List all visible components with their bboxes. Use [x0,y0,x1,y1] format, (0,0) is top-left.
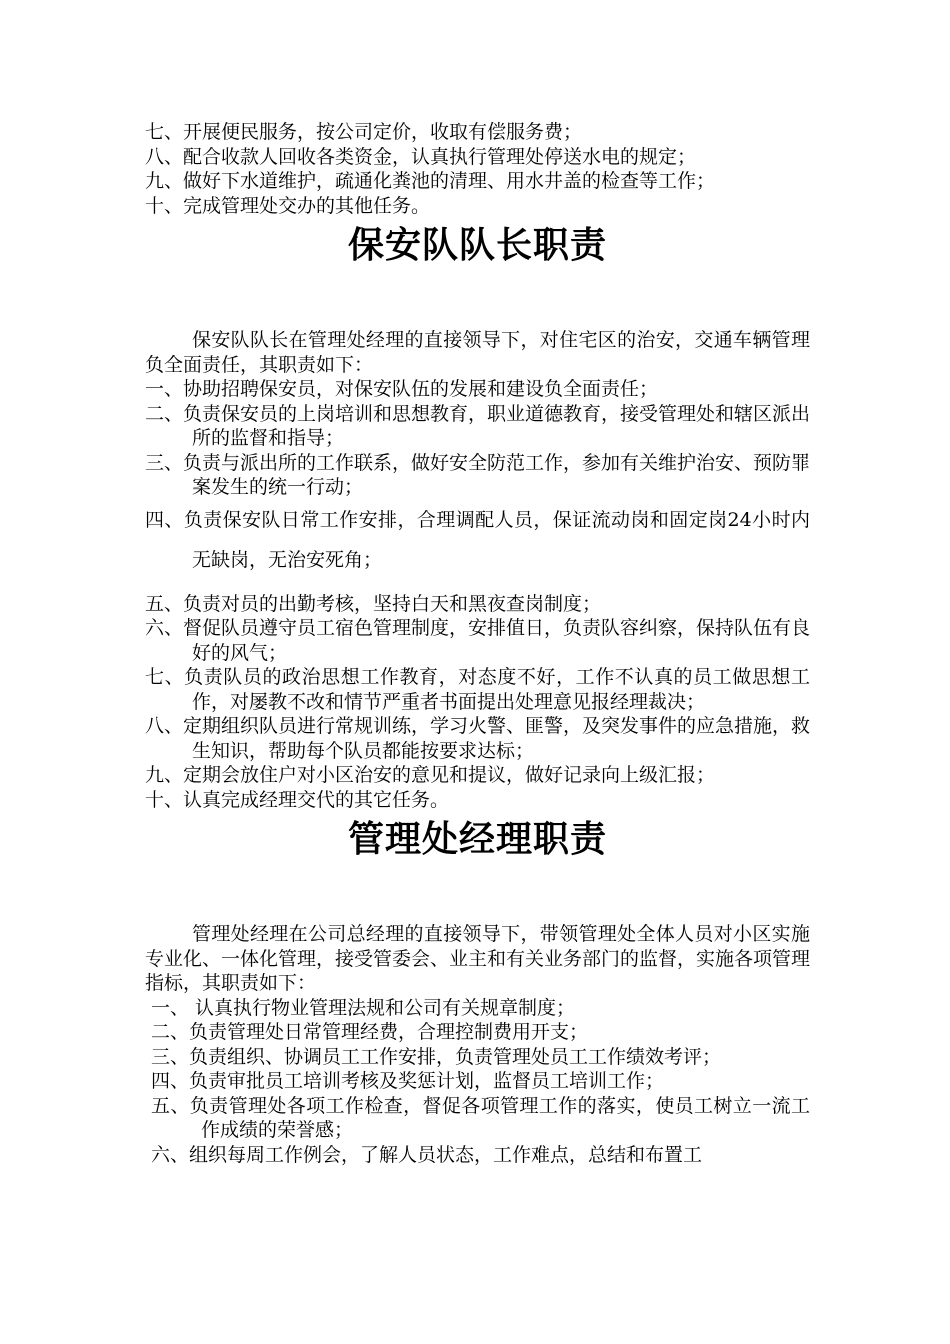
list-item: 一、 认真执行物业管理法规和公司有关规章制度； [151,996,576,1019]
list-item: 二、负责保安员的上岗培训和思想教育，职业道德教育，接受管理处和辖区派出所的监督和指导； [145,402,811,449]
list-item: 一、协助招聘保安员，对保安队伍的发展和建设负全面责任； [145,378,659,400]
list-item: 八、配合收款人回收各类资金，认真执行管理处停送水电的规定； [145,145,697,168]
list-item: 九、做好下水道维护，疏通化粪池的清理、用水井盖的检查等工作； [145,170,716,192]
list-item: 四、负责审批员工培训考核及奖惩计划，监督员工培训工作； [151,1070,665,1092]
section-intro: 保安队队长在管理处经理的直接领导下，对住宅区的治安，交通车辆管理负全面责任，其职责如下： [145,329,810,376]
top-item-list [145,120,810,218]
list-item: 三、负责与派出所的工作联系，做好安全防范工作，参加有关维护治安、预防罪案发生的统一行动； [145,451,811,498]
list-item: 六、督促队员遵守员工宿色管理制度，安排值日，负责队容纠察，保持队伍有良好的风气； [145,617,811,664]
list-item: 三、负责组织、协调员工工作安排，负责管理处员工工作绩效考评； [151,1045,722,1068]
document-page [145,120,810,1167]
section-security-captain [145,328,810,812]
list-item: 五、负责对员的出勤考核，坚持白天和黑夜查岗制度； [145,592,602,615]
list-item: 四、负责保安队日常工作安排，合理调配人员，保证流动岗和固定岗24小时内无缺岗，无治安死角； [145,508,810,571]
list-item: 六、组织每周工作例会，了解人员状态，工作难点，总结和布置工 [151,1143,703,1166]
section-title-office-manager: 管理处经理职责 [347,819,607,860]
list-item: 九、定期会放住户对小区治安的意见和提议，做好记录向上级汇报； [145,764,716,786]
list-item: 二、负责管理处日常管理经费，合理控制费用开支； [151,1021,589,1043]
section-office-manager [145,922,810,1167]
list-item: 十、完成管理处交办的其他任务。 [145,194,431,217]
list-item: 八、定期组织队员进行常规训练，学习火警、匪警，及突发事件的应急措施，救生知识，帮助每个队员都能按要求达标； [145,715,811,762]
list-item: 五、负责管理处各项工作检查，督促各项管理工作的落实，使员工树立一流工作成绩的荣誉感； [151,1094,810,1141]
section-intro: 管理处经理在公司总经理的直接领导下，带领管理处全体人员对小区实施专业化、一体化管理，接受管委会、业主和有关业务部门的监督，实施各项管理指标，其职责如下： [145,923,811,994]
section-title-security-captain: 保安队队长职责 [347,225,607,266]
list-item: 七、负责队员的政治思想工作教育，对态度不好，工作不认真的员工做思想工作，对屡教不改和情节严重者书面提出处理意见报经理裁决； [145,666,810,713]
list-item: 七、开展便民服务，按公司定价，收取有偿服务费； [145,121,583,143]
list-item: 十、认真完成经理交代的其它任务。 [145,788,450,811]
